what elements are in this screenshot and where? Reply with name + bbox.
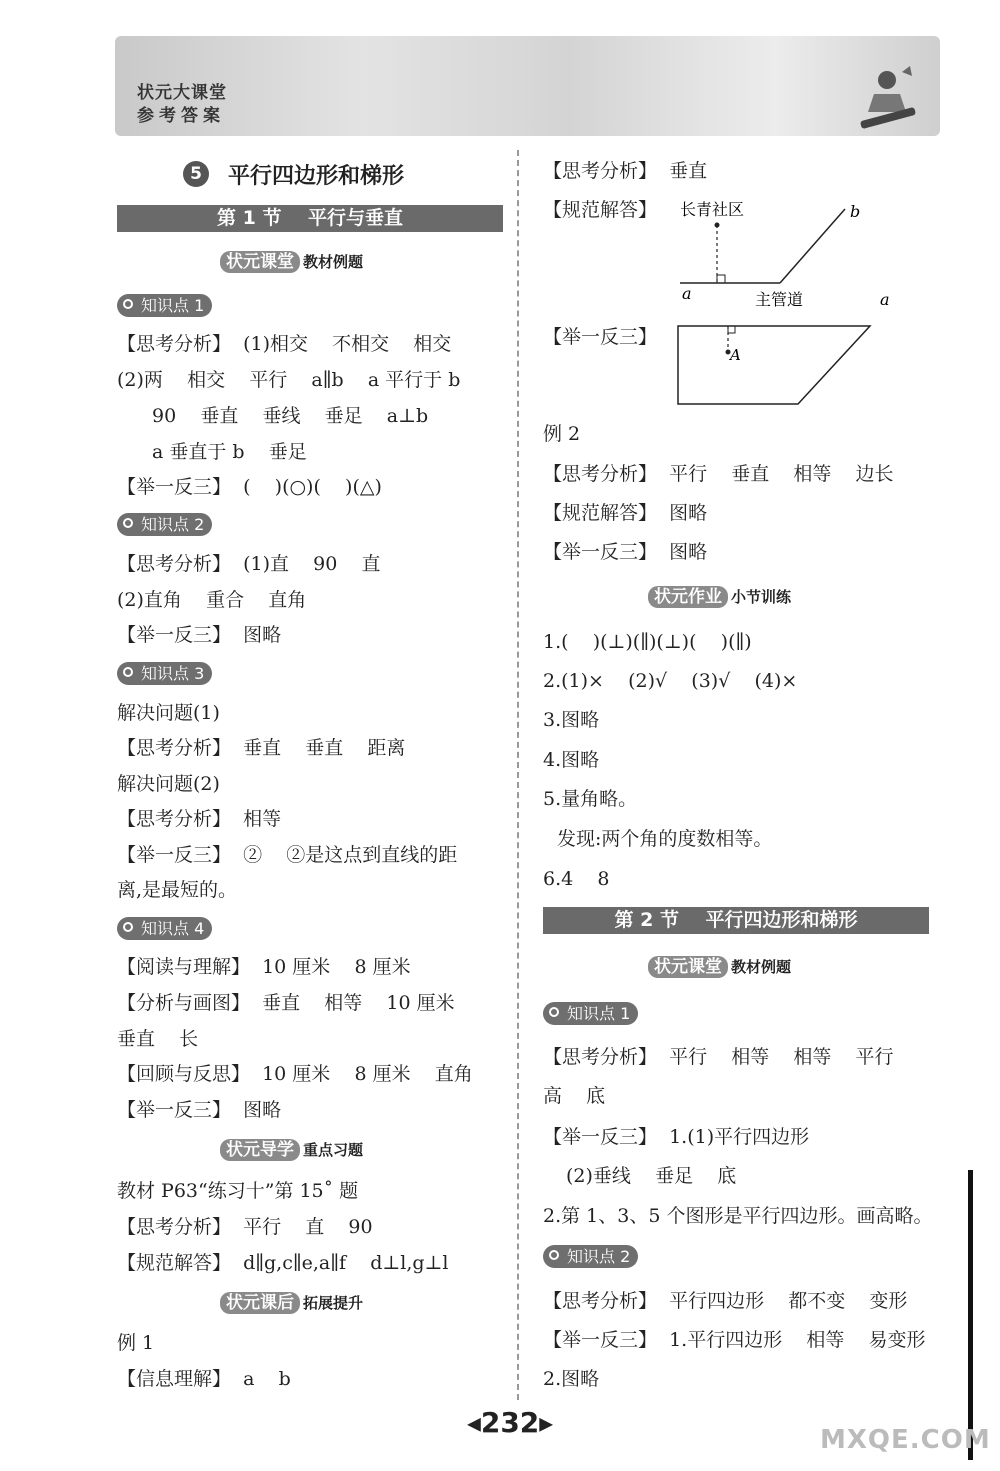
column-divider — [517, 150, 519, 1400]
watermark: MXQE.COM — [820, 1425, 991, 1455]
badge-main: 状元课堂 — [648, 956, 728, 978]
knowledge-point-1: 知识点 1 — [543, 1002, 638, 1025]
badge-after-class — [220, 1292, 363, 1314]
badge-sub: 小节训练 — [731, 588, 792, 606]
lesson-bar-2: 第 2 节 平行四边形和梯形 — [543, 907, 929, 934]
answer-line: 4.图略 — [543, 749, 600, 771]
page-header-banner — [115, 36, 940, 136]
knowledge-point-2: 知识点 2 — [117, 513, 212, 536]
point-a-label: A — [730, 346, 741, 364]
answer-line: 【分析与画图】 垂直 相等 10 厘米 — [117, 992, 455, 1014]
answer-line: 解决问题(1) — [117, 702, 220, 724]
badge-homework — [648, 586, 791, 608]
answer-line: 【举一反三】 图略 — [117, 624, 282, 646]
answer-line: 【举一反三】 1.平行四边形 相等 易变形 — [543, 1329, 926, 1351]
answer-line: (2)两 相交 平行 a∥b a 平行于 b — [117, 369, 461, 391]
badge-sub: 拓展提升 — [303, 1294, 364, 1312]
answer-line: 【举一反三】 ( )(○)( )(△) — [117, 476, 382, 498]
answer-line: 例 2 — [543, 423, 581, 445]
answer-line: 【举一反三】 — [543, 326, 658, 348]
answer-line: 【思考分析】 相等 — [117, 808, 282, 830]
knowledge-point-1: 知识点 1 — [117, 294, 212, 317]
answer-line: 90 垂直 垂线 垂足 a⊥b — [152, 405, 429, 427]
line-b-label: b — [850, 202, 861, 221]
answer-line: 5.量角略。 — [543, 788, 638, 810]
badge-guided-study — [220, 1139, 363, 1161]
answer-line: 【回顾与反思】 10 厘米 8 厘米 直角 — [117, 1063, 473, 1085]
badge-main: 状元导学 — [220, 1139, 300, 1161]
badge-main: 状元课堂 — [220, 251, 300, 273]
badge-sub: 教材例题 — [303, 253, 364, 271]
badge-sub: 教材例题 — [731, 958, 792, 976]
header-title: 状元大课堂 — [137, 83, 227, 103]
section-title: 平行四边形和梯形 — [228, 164, 405, 189]
answer-line: (2)直角 重合 直角 — [117, 589, 307, 611]
badge-main: 状元课后 — [220, 1292, 300, 1314]
answer-line: 2.(1)× (2)√ (3)√ (4)× — [543, 670, 798, 692]
answer-line: (2)垂线 垂足 底 — [566, 1165, 737, 1187]
community-label: 长青社区 — [680, 200, 745, 219]
knowledge-point-2: 知识点 2 — [543, 1245, 638, 1268]
answer-line: 【阅读与理解】 10 厘米 8 厘米 — [117, 956, 411, 978]
answer-line: 离,是最短的。 — [117, 879, 238, 901]
section-number: 5 — [183, 161, 209, 187]
answer-line: 例 1 — [117, 1332, 155, 1354]
answer-line: 【规范解答】 图略 — [543, 502, 708, 524]
badge-main: 状元作业 — [648, 586, 728, 608]
answer-line: 【思考分析】 垂直 — [543, 160, 708, 182]
knowledge-point-3: 知识点 3 — [117, 662, 212, 685]
header-subtitle: 参考答案 — [137, 106, 225, 126]
answer-line: 6.4 8 — [543, 868, 610, 890]
answer-line: 【思考分析】 平行四边形 都不变 变形 — [543, 1290, 908, 1312]
answer-line: 【举一反三】 1.(1)平行四边形 — [543, 1126, 810, 1148]
answer-line: 【思考分析】 平行 垂直 相等 边长 — [543, 463, 894, 485]
page-number — [467, 1406, 553, 1439]
answer-line: 2.第 1、3、5 个图形是平行四边形。画高略。 — [543, 1205, 933, 1227]
line-a-label: a — [682, 284, 692, 303]
answer-line: 2.图略 — [543, 1368, 600, 1390]
reading-child-icon — [852, 62, 922, 132]
answer-line: 【举一反三】 图略 — [543, 541, 708, 563]
answer-line: 【思考分析】 平行 直 90 — [117, 1216, 373, 1238]
answer-line: 教材 P63“练习十”第 15˚ 题 — [117, 1180, 359, 1202]
answer-line: 解决问题(2) — [117, 773, 220, 795]
knowledge-point-4: 知识点 4 — [117, 917, 212, 940]
answer-line: 【举一反三】 ② ②是这点到直线的距 — [117, 844, 458, 866]
answer-line: 高 底 — [543, 1085, 606, 1107]
answer-line: 【思考分析】 (1)直 90 直 — [117, 553, 381, 575]
answer-line: 发现:两个角的度数相等。 — [557, 828, 773, 850]
badge-classroom-2 — [648, 956, 791, 978]
answer-line: 垂直 长 — [117, 1028, 199, 1050]
badge-sub: 重点习题 — [303, 1141, 364, 1159]
main-pipe-label: 主管道 — [755, 290, 804, 309]
badge-classroom — [220, 251, 363, 273]
answer-line: 3.图略 — [543, 709, 600, 731]
parallelogram-diagram — [672, 318, 882, 410]
answer-line: 【思考分析】 平行 相等 相等 平行 — [543, 1046, 894, 1068]
answer-line: a 垂直于 b 垂足 — [152, 441, 307, 463]
answer-line: 【举一反三】 图略 — [117, 1099, 282, 1121]
answer-line: 【信息理解】 a b — [117, 1368, 291, 1390]
prev-arrow-icon: ◀ — [467, 1413, 481, 1435]
page-number-value: 232 — [480, 1406, 540, 1439]
answer-line: 【规范解答】 — [543, 199, 658, 221]
line-a-label: a — [880, 290, 890, 309]
answer-line: 【思考分析】 垂直 垂直 距离 — [117, 737, 406, 759]
next-arrow-icon: ▶ — [539, 1413, 554, 1435]
answer-line: 【思考分析】 (1)相交 不相交 相交 — [117, 333, 452, 355]
perpendicular-diagram — [670, 195, 900, 313]
answer-line: 【规范解答】 d∥g,c∥e,a∥f d⊥l,g⊥l — [117, 1252, 449, 1274]
answer-line: 1.( )(⊥)(∥)(⊥)( )(∥) — [543, 631, 752, 653]
lesson-bar-1: 第 1 节 平行与垂直 — [117, 205, 503, 232]
binding-edge — [968, 1170, 973, 1460]
